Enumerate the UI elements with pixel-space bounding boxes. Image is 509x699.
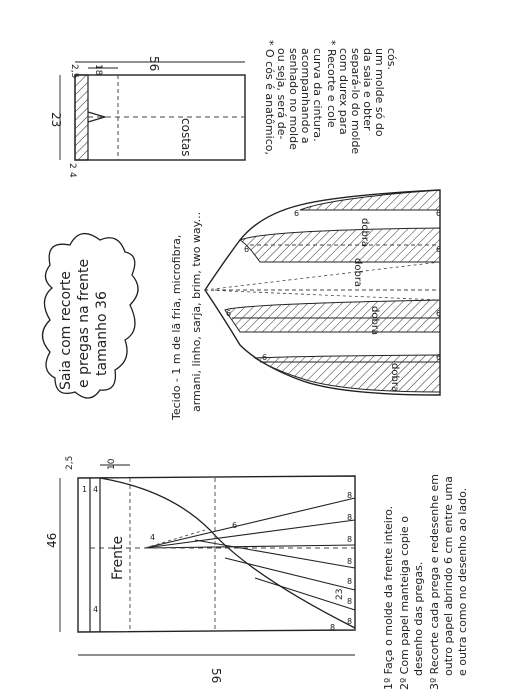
- pleat-label-1: dobra: [359, 218, 370, 248]
- svg-text:tamanho 36: tamanho 36: [94, 291, 110, 376]
- svg-text:* O cós é anatômico,: * O cós é anatômico,: [263, 40, 276, 155]
- svg-text:desenho das pregas.: desenho das pregas.: [412, 561, 425, 676]
- back-width-text: 23: [49, 112, 63, 128]
- front-length-text: 56: [209, 668, 223, 684]
- svg-text:4: 4: [150, 533, 156, 542]
- svg-text:da saia e obter: da saia e obter: [361, 48, 374, 131]
- back-yoke-text: 18: [93, 64, 103, 76]
- svg-text:8: 8: [330, 623, 336, 632]
- svg-text:4: 4: [93, 605, 99, 614]
- back-dart-mark-2: 4: [67, 172, 77, 178]
- svg-text:cós.: cós.: [385, 48, 398, 71]
- front-pleat-line: [195, 540, 355, 568]
- svg-text:Saia com recorte: Saia com recorte: [58, 271, 74, 390]
- svg-text:separá-lo do molde: separá-lo do molde: [349, 48, 362, 155]
- pleat-ray: [205, 290, 440, 300]
- svg-text:6: 6: [436, 353, 442, 362]
- svg-text:1: 1: [82, 485, 88, 494]
- back-length-text: 56: [147, 56, 161, 72]
- front-pleat-line: [145, 520, 355, 548]
- svg-text:outro papel abrindo 6 cm entre: outro papel abrindo 6 cm entre uma: [442, 476, 455, 676]
- svg-text:* Recorte e cole: * Recorte e cole: [325, 40, 338, 128]
- svg-text:8: 8: [347, 617, 353, 626]
- svg-text:6: 6: [226, 309, 232, 318]
- svg-text:senhado no molde: senhado no molde: [287, 48, 300, 150]
- front-width-text: 46: [45, 532, 59, 548]
- svg-text:3º Recorte cada prega e redese: 3º Recorte cada prega e redesenhe em: [428, 474, 441, 690]
- pleat-label-3: dobra: [369, 306, 380, 336]
- svg-text:8: 8: [347, 535, 353, 544]
- svg-text:6: 6: [232, 521, 238, 530]
- pleat-hatch-3: [225, 300, 440, 332]
- front-yoke-curve: [100, 478, 355, 628]
- pleat-ray: [205, 262, 440, 290]
- front-pleat-line: [145, 498, 355, 548]
- back-waistband-text: 2,5: [69, 64, 79, 79]
- back-notes: [263, 40, 398, 155]
- back-label: costas: [179, 118, 193, 157]
- svg-text:1º Faça o molde da frente inte: 1º Faça o molde da frente inteiro.: [382, 505, 395, 690]
- svg-text:armani, linho, sarja, brim, tw: armani, linho, sarja, brim, two way...: [190, 211, 203, 412]
- pleat-label-2: dobra: [352, 258, 363, 288]
- front-label: Frente: [110, 535, 126, 580]
- back-pattern: [60, 62, 245, 160]
- svg-text:6: 6: [436, 245, 442, 254]
- svg-text:com durex para: com durex para: [337, 48, 350, 135]
- front-waistband-text: 2,5: [65, 455, 75, 470]
- svg-text:8: 8: [347, 597, 353, 606]
- front-hip-text: 23: [335, 588, 345, 600]
- svg-text:8: 8: [347, 513, 353, 522]
- svg-text:acompanhando a: acompanhando a: [299, 48, 312, 144]
- svg-text:4: 4: [93, 485, 99, 494]
- svg-text:6: 6: [262, 353, 268, 362]
- svg-text:curva da cintura.: curva da cintura.: [311, 48, 324, 142]
- svg-text:6: 6: [436, 309, 442, 318]
- svg-text:6: 6: [436, 209, 442, 218]
- front-yoke-text: 10: [107, 458, 117, 470]
- svg-text:um molde só do: um molde só do: [373, 48, 386, 137]
- front-steps: [382, 474, 469, 690]
- pleat-label-4: dobra: [389, 363, 400, 393]
- svg-text:e outra como no desenho ao lad: e outra como no desenho ao lado.: [456, 487, 469, 676]
- svg-text:8: 8: [347, 557, 353, 566]
- title-text: [58, 259, 110, 390]
- svg-text:8: 8: [347, 577, 353, 586]
- svg-text:8: 8: [347, 491, 353, 500]
- svg-text:6: 6: [294, 209, 300, 218]
- svg-text:Tecido - 1 m de lã fria, micro: Tecido - 1 m de lã fria, microfibra,: [170, 234, 183, 420]
- svg-text:6: 6: [244, 245, 250, 254]
- fabric-note: [170, 212, 203, 421]
- front-pleat-line: [225, 558, 355, 590]
- front-pattern: [60, 465, 355, 655]
- pleat-hatch-2: [240, 228, 440, 262]
- back-waistband: [75, 75, 88, 160]
- svg-text:ou seja, será de-: ou seja, será de-: [275, 48, 288, 140]
- svg-text:2º Com papel manteiga copie o: 2º Com papel manteiga copie o: [398, 516, 411, 690]
- svg-text:e pregas na frente: e pregas na frente: [76, 258, 92, 388]
- pleat-fan: [205, 190, 440, 395]
- pleat-hatch-1: [300, 190, 440, 210]
- back-dart-mark-1: 2: [67, 163, 77, 169]
- front-pleat-line: [145, 545, 355, 548]
